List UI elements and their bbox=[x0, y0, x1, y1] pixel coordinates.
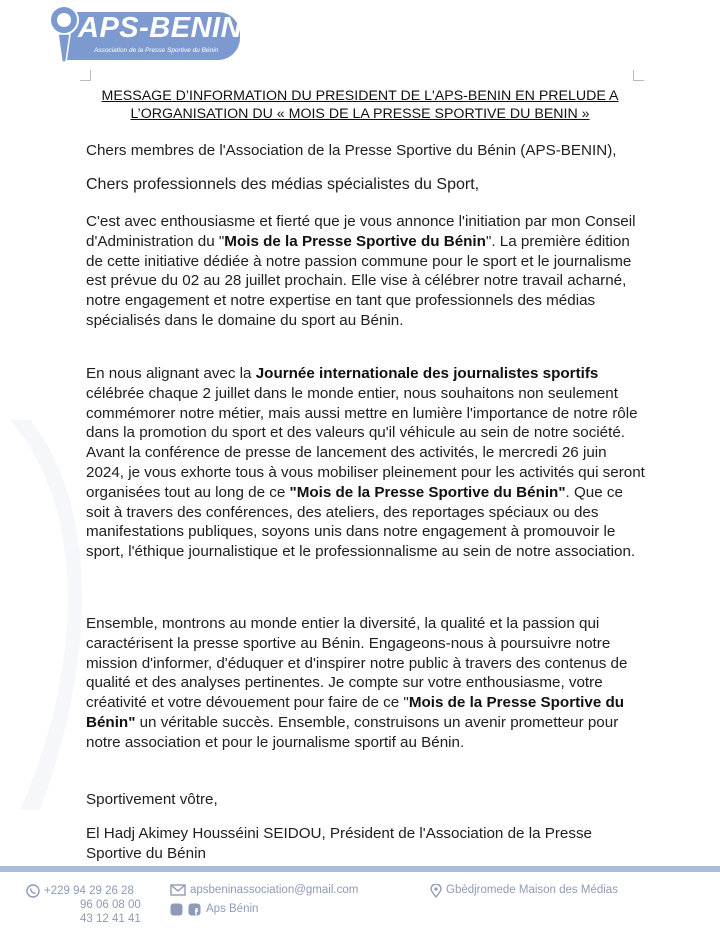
phone-3: 43 12 41 41 bbox=[80, 913, 141, 925]
document-title bbox=[70, 87, 650, 123]
email-address: apsbeninassociation@gmail.com bbox=[190, 884, 359, 896]
p2-bold-2: "Mois de la Presse Sportive du Bénin" bbox=[289, 483, 566, 501]
p2-text-a: En nous alignant avec la bbox=[86, 365, 256, 382]
location-pin-icon bbox=[430, 884, 442, 898]
footer-email bbox=[170, 884, 358, 896]
phone-2: 96 06 08 00 bbox=[80, 899, 141, 911]
p3-text-c: un véritable succès. Ensemble, construisons un avenir prometteur pour notre association et pour le journalisme sportif au Bénin. bbox=[86, 713, 619, 751]
logo-subtitle: Association de la Presse Sportive du Bénin bbox=[94, 47, 219, 54]
footer-social bbox=[170, 903, 258, 916]
whatsapp-icon bbox=[26, 884, 40, 898]
p3-bold: Mois de la Presse Sportive du Bénin" bbox=[86, 694, 625, 731]
phone-numbers bbox=[44, 884, 141, 926]
title-line-1: MESSAGE D’INFORMATION DU PRESIDENT DE L'APS-BENIN EN PRELUDE A bbox=[101, 88, 619, 104]
twitter-icon bbox=[170, 903, 184, 916]
closing: Sportivement vôtre, bbox=[86, 791, 218, 808]
p1-text-c: ". La première édition de cette initiative dédiée à notre passion commune pour le sport et le journalisme est prévue du 02 au 28 juillet prochain. Elle vise à célébrer notre travail acharné, notre engagement et notre expertise en tant que professionnels des médias spécialisés dans le domaine du sport au Bénin. bbox=[86, 232, 632, 329]
p2-text-e: . Que ce soit à travers des conférences, des ateliers, des reportages spéciaux ou des manifestations publiques, soyons unis dans notre engagement à promouvoir le sport, l'éthique journalistique et le professionnalisme au sein de notre association. bbox=[86, 483, 636, 561]
p2-text-c: célébrée chaque 2 juillet dans le monde entier, nous souhaitons non seulement commémorer notre métier, mais aussi mettre en lumière l'importance de notre rôle dans la promotion du sport et des valeurs qu'il véhicule au sein de notre société. Avant la conférence de presse de lancement des activités, le mercredi 26 juin 2024, je vous exhorte tous à vous mobiliser pleinement pour les activités qui seront organisées tout au long de ce bbox=[86, 384, 645, 501]
signature: El Hadj Akimey Housséini SEIDOU, Président de l'Association de la Presse Sportive du Bénin bbox=[86, 825, 592, 862]
phone-1: +229 94 29 26 28 bbox=[44, 885, 134, 897]
p1-bold: Mois de la Presse Sportive du Bénin bbox=[224, 232, 486, 250]
paragraph-2 bbox=[86, 364, 646, 562]
p2-bold-1: Journée internationale des journalistes sportifs bbox=[255, 365, 599, 382]
salutation-members: Chers membres de l'Association de la Presse Sportive du Bénin (APS-BENIN), bbox=[86, 142, 617, 159]
aps-benin-logo bbox=[42, 4, 242, 68]
corner-mark-left bbox=[80, 70, 91, 81]
p1-text-a: C'est avec enthousiasme et fierté que je vous annonce l'initiation par mon Conseil d'Administration du " bbox=[86, 213, 636, 250]
corner-mark-right bbox=[633, 70, 644, 81]
p3-text-a: Ensemble, montrons au monde entier la diversité, la qualité et la passion qui caractérisent la presse sportive au Bénin. Engageons-nous à poursuivre notre mission d'informer, d'éduquer et d'inspirer notre public à travers des contenus de qualité et des analyses pertinentes. Je compte sur votre enthousiasme, votre créativité et votre dévouement pour faire de ce " bbox=[86, 615, 628, 712]
paragraph-1 bbox=[86, 212, 646, 331]
facebook-icon bbox=[188, 903, 202, 916]
footer-phone bbox=[26, 884, 141, 926]
paragraph-3 bbox=[86, 614, 646, 753]
email-icon bbox=[170, 884, 186, 896]
footer-address bbox=[430, 884, 618, 898]
title-line-2: L’ORGANISATION DU « MOIS DE LA PRESSE SPORTIVE DU BENIN » bbox=[130, 106, 590, 122]
footer bbox=[0, 872, 720, 931]
salutation-professionals: Chers professionnels des médias spécialistes du Sport, bbox=[86, 176, 480, 193]
logo-name: APS-BENIN bbox=[78, 12, 243, 44]
social-name: Aps Bénin bbox=[206, 903, 259, 915]
address-text: Gbèdjromede Maison des Médias bbox=[446, 884, 618, 896]
